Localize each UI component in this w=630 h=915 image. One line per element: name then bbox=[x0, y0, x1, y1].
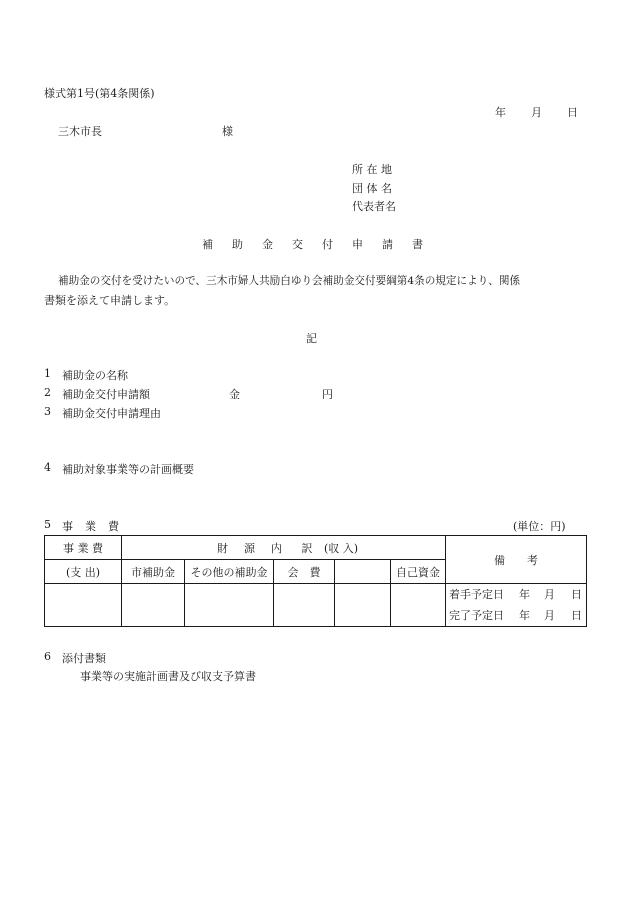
subheader-membership-fee: 会 費 bbox=[274, 560, 335, 584]
remarks-start-year: 年 bbox=[519, 588, 531, 601]
remarks-start-label: 着手予定日 bbox=[449, 588, 505, 601]
income-header-char: 訳 bbox=[301, 541, 313, 555]
item4-label: 補助対象事業等の計画概要 bbox=[62, 463, 194, 476]
item5-label-char: 費 bbox=[108, 520, 119, 533]
applicant-rep-label: 代表者名 bbox=[352, 200, 396, 213]
item6-number: 6 bbox=[44, 650, 51, 663]
item6-content: 事業等の実施計画書及び収支予算書 bbox=[80, 670, 256, 683]
ki-heading: 記 bbox=[306, 332, 317, 345]
income-header-char: 財 bbox=[216, 541, 228, 555]
form-number: 様式第1号(第4条関係) bbox=[44, 87, 155, 100]
title-char: 助 bbox=[232, 238, 243, 251]
income-header-char: 内 bbox=[270, 541, 282, 555]
item1-label: 補助金の名称 bbox=[62, 369, 128, 382]
item1-number: 1 bbox=[44, 367, 51, 380]
income-header bbox=[122, 536, 446, 560]
remarks-end-year: 年 bbox=[519, 609, 531, 622]
remarks-end-label: 完了予定日 bbox=[449, 609, 505, 622]
title-char: 申 bbox=[352, 238, 363, 251]
remarks-start-date bbox=[446, 584, 586, 605]
subheader-other-subsidy: その他の補助金 bbox=[185, 560, 274, 584]
expense-header-line1: 事 業 費 bbox=[45, 536, 122, 560]
document-title bbox=[202, 236, 432, 252]
item5-label bbox=[62, 518, 122, 534]
expense-header-line2: (支 出) bbox=[45, 560, 122, 584]
cell-own-funds[interactable] bbox=[391, 584, 446, 627]
subheader-blank bbox=[335, 560, 391, 584]
cell-other-subsidy[interactable] bbox=[185, 584, 274, 627]
item5-number: 5 bbox=[44, 518, 51, 531]
title-char: 付 bbox=[322, 238, 333, 251]
item3-label: 補助金交付申請理由 bbox=[62, 407, 161, 420]
applicant-group-label: 団 体 名 bbox=[352, 182, 392, 195]
title-char: 補 bbox=[202, 238, 213, 251]
applicant-address-label: 所 在 地 bbox=[352, 163, 392, 176]
subheader-city-subsidy: 市補助金 bbox=[122, 560, 185, 584]
item2-yen: 円 bbox=[322, 388, 333, 401]
item2-label: 補助金交付申請額 bbox=[62, 388, 150, 401]
item5-unit: (単位：円) bbox=[513, 520, 566, 533]
item5-label-char: 業 bbox=[85, 520, 96, 533]
income-header-suffix: (収 入) bbox=[323, 541, 359, 555]
subheader-own-funds: 自己資金 bbox=[391, 560, 446, 584]
remarks-start-day: 日 bbox=[571, 588, 583, 601]
title-char: 金 bbox=[262, 238, 273, 251]
title-char: 書 bbox=[412, 238, 423, 251]
item4-number: 4 bbox=[44, 461, 51, 474]
title-char: 交 bbox=[292, 238, 303, 251]
cell-remarks[interactable] bbox=[446, 584, 587, 627]
cell-city-subsidy[interactable] bbox=[122, 584, 185, 627]
addressee-honorific: 様 bbox=[222, 125, 233, 138]
income-header-char: 源 bbox=[243, 541, 255, 555]
budget-table bbox=[44, 535, 587, 627]
item2-kin: 金 bbox=[229, 388, 240, 401]
remarks-header: 備 考 bbox=[446, 536, 587, 584]
item3-number: 3 bbox=[44, 405, 51, 418]
item5-label-char: 事 bbox=[62, 520, 73, 533]
item6-label: 添付書類 bbox=[62, 652, 106, 665]
item2-number: 2 bbox=[44, 386, 51, 399]
remarks-end-date bbox=[446, 605, 586, 626]
body-text-line1: 補助金の交付を受けたいので、三木市婦人共励白ゆり会補助金交付要綱第4条の規定により、関係 bbox=[58, 275, 521, 287]
remarks-end-day: 日 bbox=[571, 609, 583, 622]
date-year-label: 年 bbox=[495, 106, 506, 119]
remarks-end-month: 月 bbox=[544, 609, 556, 622]
title-char: 請 bbox=[382, 238, 393, 251]
cell-expense-amount[interactable] bbox=[45, 584, 122, 627]
cell-membership-fee[interactable] bbox=[274, 584, 335, 627]
body-text-line2: 書類を添えて申請します。 bbox=[44, 294, 176, 307]
addressee-name: 三木市長 bbox=[58, 125, 102, 138]
date-month-label: 月 bbox=[531, 106, 542, 119]
cell-blank[interactable] bbox=[335, 584, 391, 627]
date-day-label: 日 bbox=[567, 106, 578, 119]
remarks-start-month: 月 bbox=[544, 588, 556, 601]
